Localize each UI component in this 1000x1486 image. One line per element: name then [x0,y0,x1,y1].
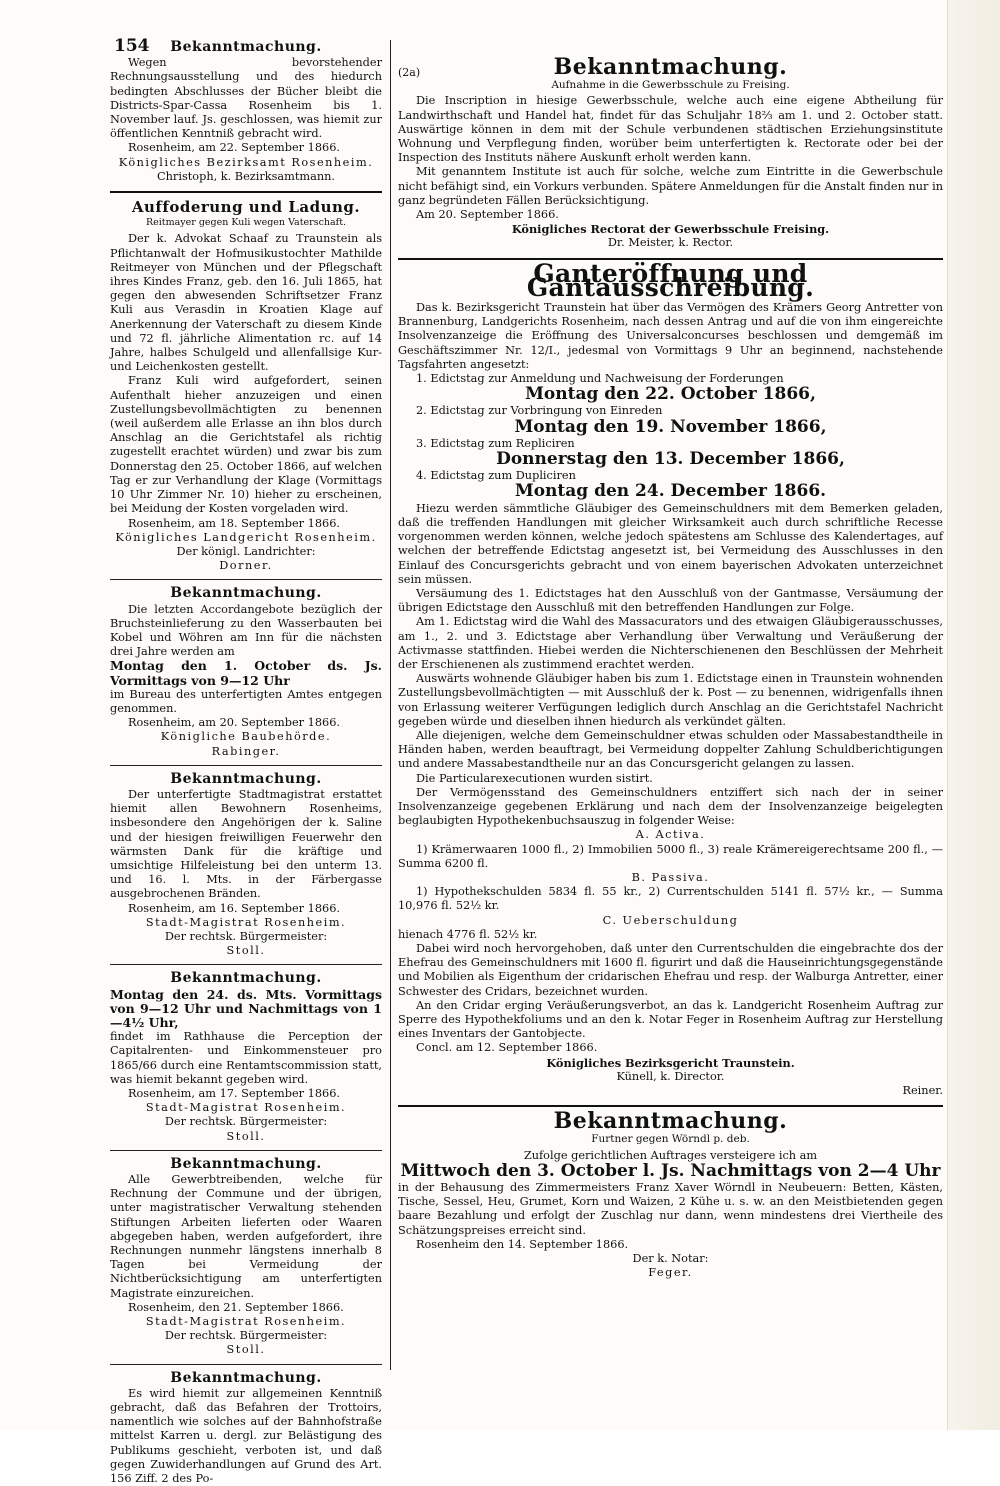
notice-body: in der Behausung des Zimmermeisters Franz Xaver Wörndl in Neubeuern: Betten, Kästen, Tische, Sessel, Heu, Grumet, Korn und Waizen, 2 Kühe u. s. w. an den Meistbietenden gegen baare Bezahlung und erfolgt der Zuschlag nur dann, wenn mindestens drei Viertheile des Schätzungspreises erreicht sind. [398,1181,943,1237]
notice-role: Der rechtsk. Bürgermeister: [164,929,328,943]
notice-date: Rosenheim, den 21. September 1866. [128,1300,344,1314]
notice-signature: Stoll. [226,944,266,958]
notice-bold-date: Montag den 1. October ds. Js. Vormittags von 9—12 Uhr [110,658,382,688]
notice-body: Dabei wird noch hervorgehoben, daß unter den Currentschulden die eingebrachte dos der Ehefrau des Gemeinschuldners mit 1600 fl. figurirt und daß die Hauseinrichtungsgegenstände und Mobilien als Eigenthum der cridarischen Ehefrau und resp. der Walburga Antretter, einer Schwester des Cridars, bezeichnet wurden. [398,941,943,998]
notice-body: Am 1. Edictstag wird die Wahl des Massacurators und des etwaigen Gläubigerausschusses, am 1., 2. und 3. Edictstage aber Verhandlung über Verwaltung und Veräußerung der Activmasse stattfinden. Hiebei werden die Nichterschienenen den Beschlüssen der Mehrheit der Erschienenen als zustimmend erachtet werden. [398,615,943,671]
edict-day-label: 3. Edictstag zum Repliciren [416,436,575,450]
scan-edge [947,0,1000,1430]
divider [110,964,382,965]
notice-authority: Königliches Rectorat der Gewerbsschule Freising. [511,222,830,237]
edict-day-label: 2. Edictstag zur Vorbringung von Einreden [416,404,663,418]
notice-role: Der rechtsk. Bürgermeister: [164,1329,328,1343]
notice-body: Es wird hiemit zur allgemeinen Kenntniß gebracht, daß das Befahren der Trottoirs, namentlich wie solches auf der Bahnhofstraße mittelst Karren u. dergl. zur Belästigung des Publikums geschieht, verboten ist, und daß gegen Zuwiderhandlungen auf Grund des Art. 156 Ziff. 2 des Po- [110,1386,382,1486]
notice-signature: Stoll. [226,1343,266,1357]
page-number: 154 [114,36,150,56]
notice-signature: Christoph, k. Bezirksamtmann. [157,169,335,183]
section-heading: C. Ueberschuldung [602,913,739,927]
notice-role: Der k. Notar: [632,1252,709,1266]
notice-body: findet im Rathhause die Perception der Capitalrenten- und Einkommensteuer pro 1865/66 durch eine Rentamtscommission statt, was hiemit bekannt gegeben wird. [110,1030,382,1086]
notice-body: Auswärts wohnende Gläubiger haben bis zum 1. Edictstage einen in Traunstein wohnenden Zustellungsbevollmächtigten — mit Ausschluß der k. Post — zu benennen, widrigenfalls ihnen von Erlassung weiterer Verfügungen lediglich durch Anschlag an die Gerichtstafel Nachricht gegeben würde und dieselben ihnen hiedurch als verkündet gälten. [398,672,943,728]
notice-title: Bekanntmachung. [170,585,322,602]
notice-authority: Königliches Bezirksamt Rosenheim. [118,155,374,169]
edict-day-date: Montag den 22. October 1866, [525,384,816,405]
notice-date: Rosenheim den 14. September 1866. [416,1237,629,1251]
notice-body: Franz Kuli wird aufgefordert, seinen Aufenthalt hieher anzuzeigen und einen Zustellungsbevollmächtigten zu benennen (weil außerdem alle Erlasse an ihn blos durch Anschlag an die Gerichtstafel als richtig zugestellt erachtet würden) und zwar bis zum Donnerstag den 25. October 1866, auf welchen Tag er zur Verhandlung der Klage (Vormittags 10 Uhr Zimmer Nr. 10) hieher zu erscheinen, bei Meidung der Kosten vorgeladen wird. [110,374,382,516]
notice-authority: Stadt-Magistrat Rosenheim. [145,1101,347,1115]
notice-signature: Reiner. [902,1084,943,1098]
notice-body: Der unterfertigte Stadtmagistrat erstattet hiemit allen Bewohnern Rosenheims, insbesondere den Angehörigen der k. Saline und der hiesigen freiwilligen Feuerwehr den wärmsten Dank für die kräftige und umsichtige Hilfeleistung bei den unterm 13. und 16. l. Mts. in der Färbergasse ausgebrochenen Bränden. [110,787,382,901]
divider [110,765,382,766]
notice-body: Die letzten Accordangebote bezüglich der Bruchsteinlieferung zu den Wasserbauten bei Kobel und Wöhren am Inn für die nächsten drei Jahre werden am [110,602,382,659]
notice-title: Bekanntmachung. [553,54,788,80]
notice-date: Rosenheim, am 16. September 1866. [128,901,340,915]
notice-role: Der königl. Landrichter: [176,544,316,558]
notice-body: Alle Gewerbtreibenden, welche für Rechnung der Commune und der übrigen, unter magistratischer Verwaltung stehenden Stiftungen Arbeiten lieferten oder Waaren abgegeben haben, werden aufgefordert, ihre Rechnungen nunmehr längstens innerhalb 8 Tagen bei Vermeidung der Nichtberücksichtigung am unterfertigten Magistrate einzureichen. [110,1173,382,1300]
notice-signature: Rabinger. [211,744,281,758]
notice-role: Der rechtsk. Bürgermeister: [164,1115,328,1129]
notice-title: Bekanntmachung. [170,770,322,787]
notice-body: hienach 4776 fl. 52½ kr. [398,927,538,941]
notice-date: Rosenheim, am 22. September 1866. [128,141,340,155]
notice-date: Concl. am 12. September 1866. [416,1041,598,1055]
notice-authority: Königliches Bezirksgericht Traunstein. [546,1055,795,1070]
notice-signature: Dr. Meister, k. Rector. [607,236,734,250]
notice-body: im Bureau des unterfertigten Amtes entgegen genommen. [110,687,382,715]
right-column [398,56,943,1280]
notice-bold-date: Mittwoch den 3. October l. Js. Nachmittags von 2—4 Uhr [400,1160,941,1181]
notice-subtitle: Aufnahme in die Gewerbsschule zu Freising. [551,79,790,92]
notice-title: Bekanntmachung. [170,1369,322,1386]
notice-tag: (2a) [398,66,421,79]
notice-title: Bekanntmachung. [170,1155,322,1172]
notice-body: 1) Krämerwaaren 1000 fl., 2) Immobilien 5000 fl., 3) reale Krämereigerechtsame 200 fl., — Summa 6200 fl. [398,842,943,870]
edict-day-date: Montag den 19. November 1866, [514,416,827,437]
divider [110,1364,382,1365]
notice-body: An den Cridar erging Veräußerungsverbot, an das k. Landgericht Rosenheim Auftrag zur Sperre des Hypothekfoliums und an den k. Notar Feger in Rosenheim Auftrag zur Herstellung eines Inventars der Gantobjecte. [398,998,943,1041]
edict-day-label: 1. Edictstag zur Anmeldung und Nachweisung der Forderungen [416,372,784,386]
notice-subtitle: Furtner gegen Wörndl p. deb. [591,1133,750,1146]
section-heading: A. Activa. [635,828,706,842]
notice-body: Wegen bevorstehender Rechnungsausstellung und des hiedurch bedingten Abschlusses der Bücher bleibt die Districts-Spar-Cassa Rosenheim bis 1. November lauf. Js. geschlossen, was hiemit zur öffentlichen Kenntniß gebracht wird. [110,56,382,141]
left-column [110,38,382,1486]
notice-body: 1) Hypothekschulden 5834 fl. 55 kr., 2) Currentschulden 5141 fl. 57½ kr., — Summa 10,976 fl. 52½ kr. [398,885,943,913]
notice-signature: Künell, k. Director. [616,1069,725,1083]
divider [398,1105,943,1107]
section-heading: B. Passiva. [631,870,710,884]
notice-body: Die Particularexecutionen wurden sistirt. [416,771,653,785]
notice-signature: Stoll. [226,1129,266,1143]
notice-body: Versäumung des 1. Edictstages hat den Ausschluß von der Gantmasse, Versäumung der übrigen Edictstage den Ausschluß mit den betreffenden Handlungen zur Folge. [398,586,943,615]
notice-signature: Dorner. [219,559,273,573]
notice-date: Rosenheim, am 17. September 1866. [128,1087,340,1101]
divider [110,1150,382,1151]
notice-subtitle: Reitmayer gegen Kuli wegen Vaterschaft. [145,217,347,229]
notice-title: Ganteröffnung und Gantausschreibung. [526,258,815,302]
notice-authority: Stadt-Magistrat Rosenheim. [145,915,347,929]
notice-title: Bekanntmachung. [170,970,322,987]
notice-title: Auffoderung und Ladung. [131,198,361,217]
notice-body: Das k. Bezirksgericht Traunstein hat über das Vermögen des Krämers Georg Antretter von Brannenburg, Landgerichts Rosenheim, nach dessen Antrag und auf die von ihm eingereichte Insolvenzanzeige die Eröffnung des Universalconcurses beschlossen und demgemäß im Geschäftszimmer Nr. 12/I., jedesmal von Vormittags 9 Uhr an beginnend, nachstehende Tagsfahrten angesetzt: [398,301,943,371]
divider [110,579,382,580]
notice-date: Am 20. September 1866. [416,208,559,222]
notice-title: Bekanntmachung. [553,1108,788,1135]
notice-bold-date: Montag den 24. ds. Mts. Vormittags von 9—12 Uhr und Nachmittags von 1—4½ Uhr, [110,986,382,1030]
notice-body: Alle diejenigen, welche dem Gemeinschuldner etwas schulden oder Massabestandtheile in Händen haben, werden beauftragt, bei Vermeidung doppelter Zahlung Schuldberichtigungen und andere Massabestandtheile nur an das Concursgericht gelangen zu lassen. [398,728,943,771]
edict-day-date: Montag den 24. December 1866. [514,481,827,502]
notice-body: Der k. Advokat Schaaf zu Traunstein als Pflichtanwalt der Hofmusikustochter Mathilde Reitmeyer von München und der Pflegschaft ihres Kindes Franz, geb. den 16. Juli 1865, hat gegen den abwesenden Schriftsetzer Franz Kuli aus Verasdin in Kroatien Klage auf Anerkennung der Vaterschaft zu diesem Kinde und 72 fl. jährliche Alimentation rc. auf 14 Jahre, halbes Schulgeld und allenfallsige Kur- und Leichenkosten gestellt. [110,232,382,374]
notice-body: Hiezu werden sämmtliche Gläubiger des Gemeinschuldners mit dem Bemerken geladen, daß die treffenden Handlungen mit gleicher Wirksamkeit auch durch schriftliche Recesse vorgenommen werden können, welche jedoch spätestens am Schlusse des Kalendertages, auf welchen der betreffende Edictstag angesetzt ist, bei Vermeidung des Ausschlusses in den Einlauf des Concursgerichts gebracht und von einem bayerischen Advokaten unterzeichnet sein müssen. [398,501,943,586]
notice-authority: Stadt-Magistrat Rosenheim. [145,1315,347,1329]
divider [110,191,382,193]
notice-body: Der Vermögensstand des Gemeinschuldners entziffert sich nach der in seiner Insolvenzanzeige gegebenen Erklärung und nach dem der Insolvenzanzeige beigelegten beglaubigten Hypothekenbuchsauszug in folgender Weise: [398,785,943,828]
notice-body: Zufolge gerichtlichen Auftrages versteigere ich am [523,1148,818,1162]
notice-body: Die Inscription in hiesige Gewerbsschule, welche auch eine eigene Abtheilung für Landwirthschaft und Handel hat, findet für das Schuljahr 18⅔ am 1. und 2. October statt. Auswärtige können in dem mit der Schule verbundenen städtischen Erziehungsinstitute Wohnung und Verpflegung finden, worüber beim unterfertigten k. Rectorate oder bei der Inspection des Instituts nähere Auskunft erholt werden kann. [398,94,943,165]
edict-day-date: Donnerstag den 13. December 1866, [496,449,845,470]
edict-day-label: 4. Edictstag zum Dupliciren [416,469,576,483]
notice-date: Rosenheim, am 18. September 1866. [128,516,340,530]
notice-body: Mit genanntem Institute ist auch für solche, welche zum Eintritte in die Gewerbschule nicht befähigt sind, ein Vorkurs verbunden. Spätere Anmeldungen für die Anstalt finden nur in ganz begründeten Fällen Berücksichtigung. [398,165,943,207]
notice-authority: Königliche Baubehörde. [160,730,332,744]
column-divider [390,40,391,1370]
notice-title: Bekanntmachung. [170,39,322,55]
notice-signature: Feger. [648,1266,693,1280]
notice-authority: Königliches Landgericht Rosenheim. [115,530,377,544]
notice-date: Rosenheim, am 20. September 1866. [128,716,340,730]
